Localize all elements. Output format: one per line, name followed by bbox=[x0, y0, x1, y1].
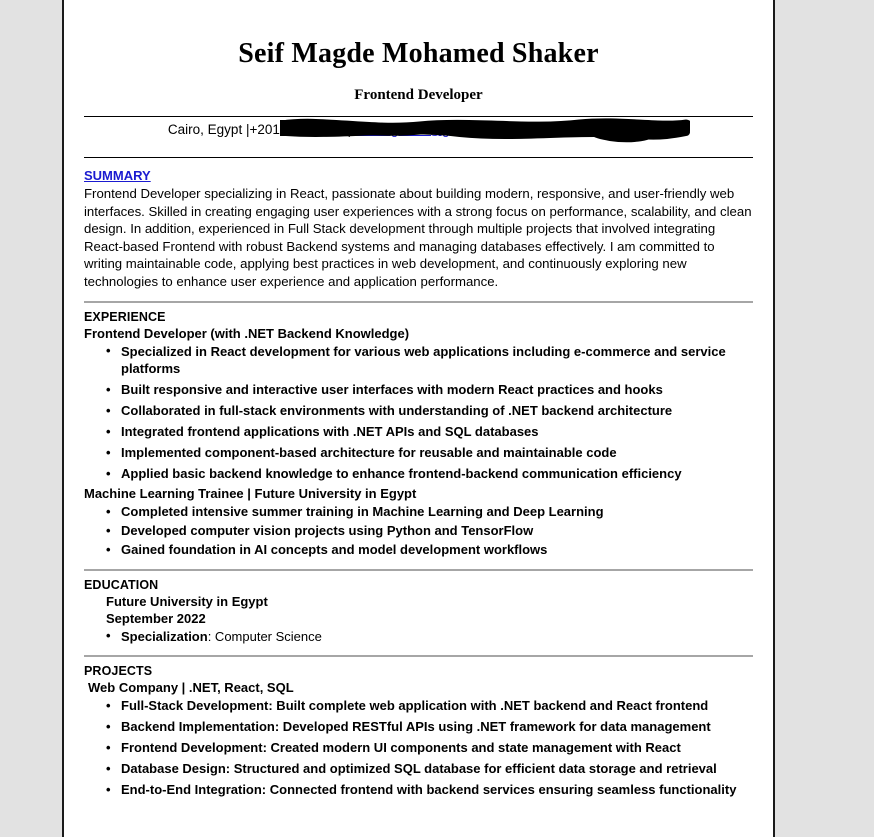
list-item: • Collaborated in full-stack environments with understanding of .NET backend architecture bbox=[84, 402, 753, 420]
summary-section bbox=[84, 167, 753, 291]
list-item bbox=[84, 628, 753, 646]
education-school: Future University in Egypt bbox=[106, 593, 268, 609]
education-divider-block bbox=[84, 569, 753, 571]
list-item: • Developed computer vision projects using Python and TensorFlow bbox=[84, 522, 753, 540]
list-item: • Applied basic backend knowledge to enhance frontend-backend communication efficiency bbox=[84, 465, 753, 483]
list-item: • End-to-End Integration: Connected frontend with backend services ensuring seamless functionality bbox=[84, 781, 753, 799]
experience-divider-block bbox=[84, 301, 753, 303]
projects-divider-block bbox=[84, 655, 753, 657]
specialization-value: : Computer Science bbox=[207, 628, 322, 644]
education-date: September 2022 bbox=[106, 610, 206, 626]
contact-line bbox=[84, 122, 753, 137]
education-bullet-list bbox=[84, 628, 753, 646]
summary-heading[interactable]: SUMMARY bbox=[84, 168, 151, 183]
contact-line-container bbox=[84, 117, 753, 145]
experience-heading: EXPERIENCE bbox=[84, 309, 166, 324]
list-item: • Integrated frontend applications with .NET APIs and SQL databases bbox=[84, 423, 753, 441]
specialization-label: Specialization bbox=[121, 628, 208, 644]
education-divider bbox=[84, 569, 753, 571]
education-section bbox=[84, 578, 753, 646]
list-item: • Completed intensive summer training in Machine Learning and Deep Learning bbox=[84, 503, 753, 521]
list-item: • Backend Implementation: Developed RESTful APIs using .NET framework for data management bbox=[84, 718, 753, 736]
experience-divider bbox=[84, 301, 753, 303]
job-title: Frontend Developer (with .NET Backend Knowledge) bbox=[84, 325, 410, 341]
list-item: • Database Design: Structured and optimized SQL database for efficient data storage and retrieval bbox=[84, 760, 753, 778]
experience-job-1 bbox=[84, 326, 753, 483]
project-title: Web Company | .NET, React, SQL bbox=[88, 680, 294, 696]
experience-section bbox=[84, 310, 753, 559]
list-item: • Built responsive and interactive user interfaces with modern React practices and hooks bbox=[84, 381, 753, 399]
header-divider-bottom bbox=[84, 157, 753, 158]
projects-divider bbox=[84, 655, 753, 657]
list-item: • Full-Stack Development: Built complete web application with .NET backend and React frontend bbox=[84, 697, 753, 715]
contact-email-link[interactable]: seifmagde18@gmail.com bbox=[350, 122, 504, 137]
contact-linkedin-link[interactable]: linkedin.com/in/Seif-Magde bbox=[507, 122, 670, 137]
job-title: Machine Learning Trainee | Future University in Egypt bbox=[84, 486, 417, 502]
project-bullet-list bbox=[84, 697, 753, 799]
contact-location: Cairo, Egypt | bbox=[167, 122, 250, 137]
projects-heading: PROJECTS bbox=[84, 664, 153, 679]
list-item: • Specialized in React development for various web applications including e-commerce and service platforms bbox=[84, 343, 753, 378]
job-title-subheading: Frontend Developer bbox=[354, 87, 483, 103]
projects-section bbox=[84, 664, 753, 799]
list-item: • Frontend Development: Created modern UI components and state management with React bbox=[84, 739, 753, 757]
resume-page bbox=[62, 0, 775, 837]
experience-job-2 bbox=[84, 486, 753, 559]
contact-separator-1: | bbox=[347, 122, 351, 137]
summary-text: Frontend Developer specializing in React, passionate about building modern, responsive, and user-friendly web interfaces. Skilled in creating engaging user experiences with a strong focus on performance, scalability, and clean design. In addition, experienced in Full Stack development through multiple projects that involved integrating React-based Frontend with robust Backend systems and managing databases effectively. I am committed to writing maintainable code, applying best practices in web development, and continuously exploring new technologies to enhance user experience and application performance. bbox=[84, 186, 752, 289]
page-title: Seif Magde Mohamed Shaker bbox=[238, 38, 599, 69]
contact-separator-2: | bbox=[503, 122, 507, 137]
contact-phone: +201456554847 bbox=[249, 122, 348, 137]
job-bullet-list bbox=[84, 503, 753, 559]
list-item: • Gained foundation in AI concepts and model development workflows bbox=[84, 541, 753, 559]
education-heading: EDUCATION bbox=[84, 577, 159, 592]
job-bullet-list bbox=[84, 343, 753, 483]
list-item: • Implemented component-based architecture for reusable and maintainable code bbox=[84, 444, 753, 462]
